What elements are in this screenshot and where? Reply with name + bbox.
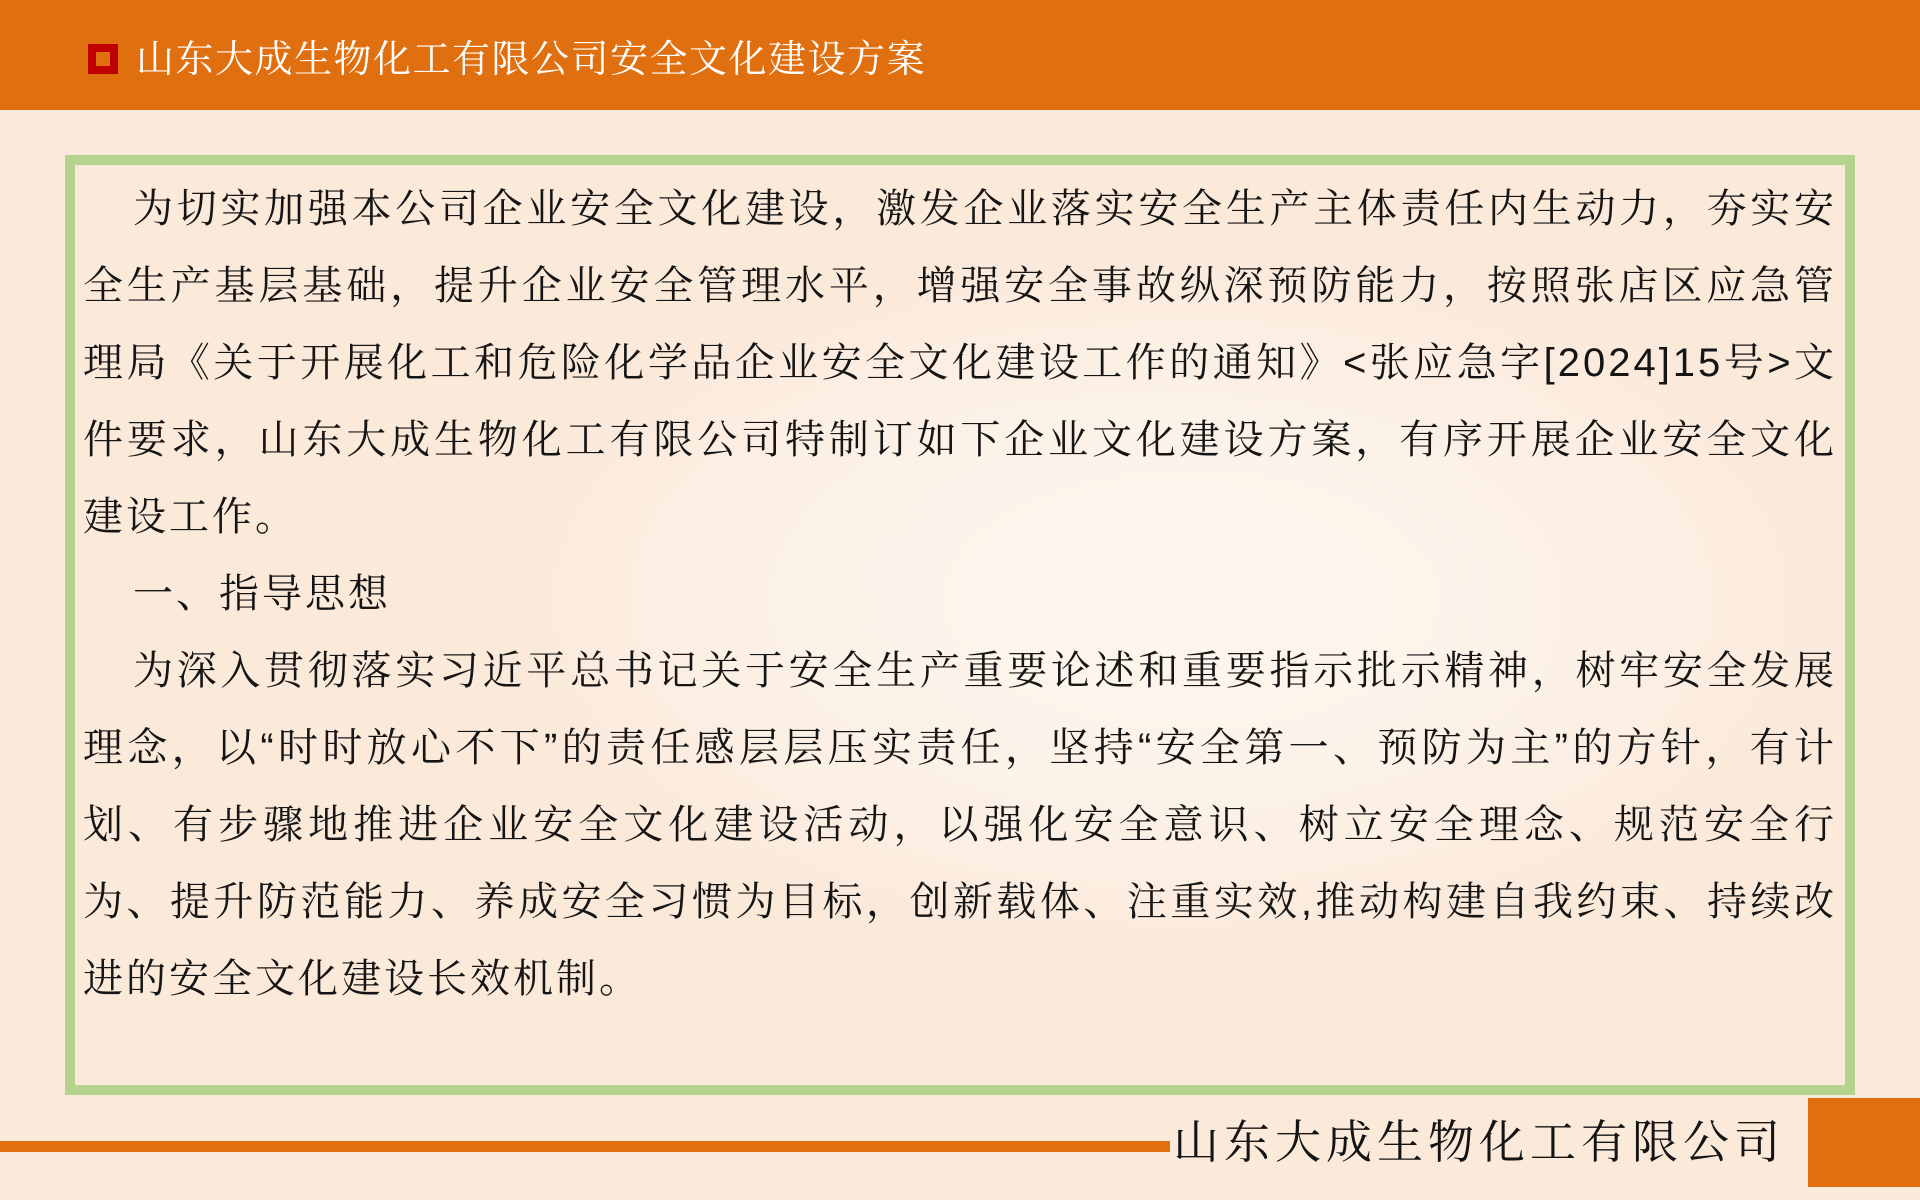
section-heading-guiding-ideology: 一、指导思想 — [133, 572, 391, 616]
square-bullet-icon — [88, 44, 118, 74]
footer-accent-block — [1808, 1098, 1920, 1187]
content-panel — [65, 155, 1855, 1095]
page-title: 山东大成生物化工有限公司安全文化建设方案 — [136, 38, 927, 81]
paragraph-intro: 为切实加强本公司企业安全文化建设，激发企业落实安全生产主体责任内生动力，夯实安全生产基层基础，提升企业安全管理水平，增强安全事故纵深预防能力，按照张店区应急管理局《关于开展化工和危险化学品企业安全文化建设工作的通知》<张应急字[2024]15号>文件要求，山东大成生物化工有限公司特制订如下企业文化建设方案，有序开展企业安全文化建设工作。 — [83, 187, 1837, 539]
footer-rule — [0, 1141, 1170, 1152]
slide-title-bar — [0, 0, 1920, 110]
paragraph-guiding-ideology: 为深入贯彻落实习近平总书记关于安全生产重要论述和重要指示批示精神，树牢安全发展理念，以“时时放心不下”的责任感层层压实责任，坚持“安全第一、预防为主”的方针，有计划、有步骤地推进企业安全文化建设活动，以强化安全意识、树立安全理念、规范安全行为、提升防范能力、养成安全习惯为目标，创新载体、注重实效,推动构建自我约束、持续改进的安全文化建设长效机制。 — [83, 649, 1837, 1001]
footer-company-name: 山东大成生物化工有限公司 — [1173, 1116, 1785, 1168]
